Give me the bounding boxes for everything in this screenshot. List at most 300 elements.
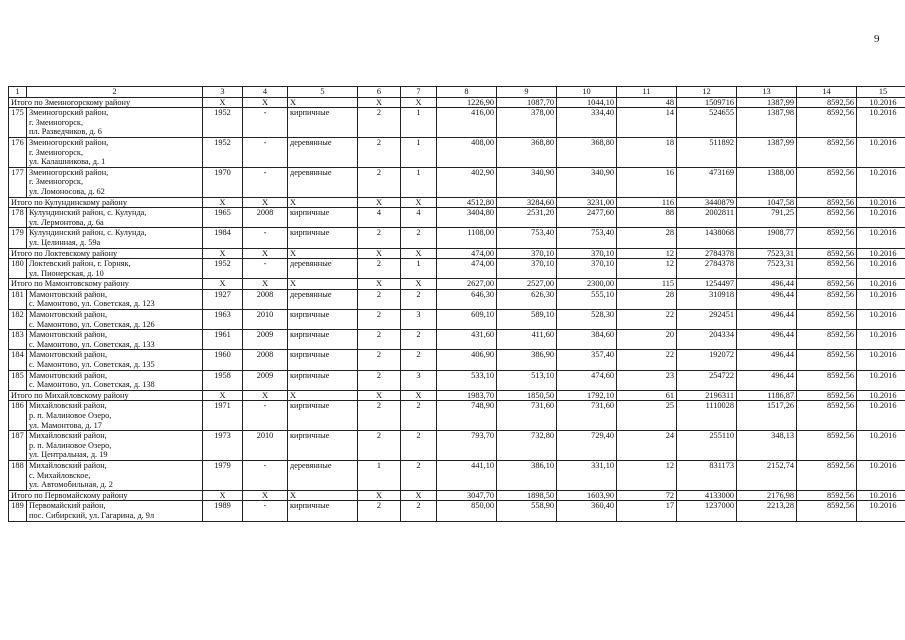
year-built: 1971 (203, 401, 243, 431)
wall-material: деревянные (288, 167, 358, 197)
residential-area: 589,10 (497, 310, 557, 330)
residential-area: 732,80 (497, 431, 557, 461)
completion-date: 10.2016 (857, 390, 905, 401)
residents: 61 (617, 390, 677, 401)
table-row (9, 228, 905, 248)
address-cell (27, 108, 203, 138)
floors: 2 (358, 330, 401, 350)
wall-material: кирпичные (288, 370, 358, 390)
completion-date: 10.2016 (857, 310, 905, 330)
row-number: 180 (9, 259, 27, 279)
year-renovated: 2008 (243, 350, 288, 370)
year-renovated: - (243, 228, 288, 248)
total-area: 402,90 (437, 167, 497, 197)
year-built: 1952 (203, 108, 243, 138)
row-number: 184 (9, 350, 27, 370)
completion-date: 10.2016 (857, 490, 905, 501)
total-area: 3404,80 (437, 208, 497, 228)
repair-cost: 473169 (677, 167, 737, 197)
row-number: 186 (9, 401, 27, 431)
column-number: 8 (437, 87, 497, 98)
max-cost-per-sqm: 8592,56 (797, 460, 857, 490)
table-row (9, 350, 905, 370)
address-line: Локтевский район, г. Горняк, (29, 259, 131, 269)
address-line: с. Мамонтово, ул. Советская, д. 138 (29, 380, 155, 390)
floors: 2 (358, 167, 401, 197)
private-area: 384,60 (557, 330, 617, 350)
year-renovated: X (243, 248, 288, 259)
row-number: 177 (9, 167, 27, 197)
row-number: 178 (9, 208, 27, 228)
total-area: 1983,70 (437, 390, 497, 401)
max-cost-per-sqm: 8592,56 (797, 167, 857, 197)
private-area: 3231,00 (557, 197, 617, 208)
year-built: 1979 (203, 460, 243, 490)
private-area: 370,10 (557, 259, 617, 279)
address-line: Михайловский район, (29, 431, 107, 441)
floors: X (358, 197, 401, 208)
address-line: с. Мамонтово, ул. Советская, д. 126 (29, 319, 155, 329)
repair-cost: 292451 (677, 310, 737, 330)
entrances: 2 (401, 460, 437, 490)
total-area: 406,90 (437, 350, 497, 370)
address-line: ул. Лермонтова, д. 6а (29, 217, 104, 227)
address-cell (27, 350, 203, 370)
column-number: 3 (203, 87, 243, 98)
residential-area: 558,90 (497, 501, 557, 521)
residential-area: 386,90 (497, 350, 557, 370)
district-total-row (9, 248, 905, 259)
year-built: X (203, 279, 243, 290)
table-row (9, 431, 905, 461)
completion-date: 10.2016 (857, 289, 905, 309)
completion-date: 10.2016 (857, 350, 905, 370)
residents: 28 (617, 228, 677, 248)
floors: 1 (358, 460, 401, 490)
max-cost-per-sqm: 8592,56 (797, 197, 857, 208)
address-line: Змеиногорский район, (29, 137, 109, 147)
wall-material: деревянные (288, 460, 358, 490)
completion-date: 10.2016 (857, 259, 905, 279)
residents: 12 (617, 460, 677, 490)
table-row (9, 208, 905, 228)
private-area: 370,10 (557, 248, 617, 259)
cost-per-sqm: 1387,98 (737, 108, 797, 138)
column-number: 7 (401, 87, 437, 98)
address-line: Мамонтовский район, (29, 310, 108, 320)
address-line: ул. Целинная, д. 59а (29, 237, 101, 247)
cost-per-sqm: 496,44 (737, 370, 797, 390)
total-area: 1108,00 (437, 228, 497, 248)
private-area: 1792,10 (557, 390, 617, 401)
year-built: X (203, 248, 243, 259)
column-number: 4 (243, 87, 288, 98)
repair-cost: 4133000 (677, 490, 737, 501)
row-number: 183 (9, 330, 27, 350)
table-row (9, 401, 905, 431)
year-renovated: 2008 (243, 208, 288, 228)
table-row (9, 167, 905, 197)
residential-area: 1898,50 (497, 490, 557, 501)
wall-material: кирпичные (288, 501, 358, 521)
floors: 2 (358, 259, 401, 279)
residential-area: 340,90 (497, 167, 557, 197)
residents: 18 (617, 137, 677, 167)
entrances: 1 (401, 259, 437, 279)
address-line: Первомайский район, (29, 501, 106, 511)
residential-area: 368,80 (497, 137, 557, 167)
cost-per-sqm: 496,44 (737, 279, 797, 290)
wall-material: X (288, 197, 358, 208)
completion-date: 10.2016 (857, 401, 905, 431)
residential-area: 3284,60 (497, 197, 557, 208)
year-renovated: 2010 (243, 310, 288, 330)
private-area: 474,60 (557, 370, 617, 390)
wall-material: кирпичные (288, 350, 358, 370)
cost-per-sqm: 1186,87 (737, 390, 797, 401)
repair-cost: 1237000 (677, 501, 737, 521)
residential-area: 370,10 (497, 259, 557, 279)
cost-per-sqm: 2213,28 (737, 501, 797, 521)
table-row (9, 330, 905, 350)
cost-per-sqm: 1387,99 (737, 137, 797, 167)
residents: 116 (617, 197, 677, 208)
private-area: 357,40 (557, 350, 617, 370)
max-cost-per-sqm: 8592,56 (797, 431, 857, 461)
address-cell (27, 330, 203, 350)
max-cost-per-sqm: 8592,56 (797, 108, 857, 138)
total-area: 2627,00 (437, 279, 497, 290)
residents: 24 (617, 431, 677, 461)
column-number: 14 (797, 87, 857, 98)
year-renovated: - (243, 401, 288, 431)
floors: 2 (358, 401, 401, 431)
table-row (9, 108, 905, 138)
max-cost-per-sqm: 8592,56 (797, 490, 857, 501)
residential-area: 2531,20 (497, 208, 557, 228)
entrances: 2 (401, 401, 437, 431)
row-number: 188 (9, 460, 27, 490)
year-built: 1970 (203, 167, 243, 197)
repair-cost: 2002811 (677, 208, 737, 228)
max-cost-per-sqm: 8592,56 (797, 137, 857, 167)
address-line: ул. Центральная, д. 19 (29, 450, 108, 460)
residents: 88 (617, 208, 677, 228)
year-renovated: - (243, 108, 288, 138)
residents: 72 (617, 490, 677, 501)
year-built: 1952 (203, 259, 243, 279)
year-renovated: X (243, 97, 288, 108)
row-number: 182 (9, 310, 27, 330)
entrances: 2 (401, 350, 437, 370)
wall-material: деревянные (288, 137, 358, 167)
year-renovated: - (243, 137, 288, 167)
total-area: 416,00 (437, 108, 497, 138)
year-renovated: X (243, 197, 288, 208)
year-built: 1989 (203, 501, 243, 521)
year-built: 1952 (203, 137, 243, 167)
completion-date: 10.2016 (857, 137, 905, 167)
address-line: Мамонтовский район, (29, 350, 108, 360)
table-row (9, 501, 905, 521)
floors: 2 (358, 370, 401, 390)
column-number: 6 (358, 87, 401, 98)
max-cost-per-sqm: 8592,56 (797, 97, 857, 108)
address-line: с. Мамонтово, ул. Советская, д. 133 (29, 339, 155, 349)
repair-cost: 2196311 (677, 390, 737, 401)
row-number: 175 (9, 108, 27, 138)
address-line: г. Змеиногорск, (29, 117, 84, 127)
entrances: 2 (401, 289, 437, 309)
repair-cost: 255110 (677, 431, 737, 461)
table-row (9, 289, 905, 309)
residents: 14 (617, 108, 677, 138)
cost-per-sqm: 1388,00 (737, 167, 797, 197)
district-total-label: Итого по Локтевскому району (9, 248, 203, 259)
repair-cost: 524655 (677, 108, 737, 138)
address-line: с. Мамонтово, ул. Советская, д. 123 (29, 299, 155, 309)
completion-date: 10.2016 (857, 431, 905, 461)
column-number: 10 (557, 87, 617, 98)
address-line: р. п. Малиновое Озеро, (29, 440, 112, 450)
residents: 23 (617, 370, 677, 390)
max-cost-per-sqm: 8592,56 (797, 370, 857, 390)
total-area: 474,00 (437, 259, 497, 279)
year-built: 1958 (203, 370, 243, 390)
wall-material: деревянные (288, 289, 358, 309)
private-area: 729,40 (557, 431, 617, 461)
total-area: 1226,90 (437, 97, 497, 108)
floors: X (358, 248, 401, 259)
entrances: X (401, 197, 437, 208)
private-area: 1044,10 (557, 97, 617, 108)
district-total-label: Итого по Змеиногорскому району (9, 97, 203, 108)
wall-material: кирпичные (288, 401, 358, 431)
address-cell (27, 370, 203, 390)
completion-date: 10.2016 (857, 279, 905, 290)
entrances: X (401, 490, 437, 501)
completion-date: 10.2016 (857, 228, 905, 248)
district-total-label: Итого по Михайловскому району (9, 390, 203, 401)
year-renovated: X (243, 390, 288, 401)
entrances: 2 (401, 501, 437, 521)
max-cost-per-sqm: 8592,56 (797, 208, 857, 228)
residential-area: 731,60 (497, 401, 557, 431)
max-cost-per-sqm: 8592,56 (797, 259, 857, 279)
wall-material: кирпичные (288, 228, 358, 248)
max-cost-per-sqm: 8592,56 (797, 501, 857, 521)
residents: 17 (617, 501, 677, 521)
completion-date: 10.2016 (857, 248, 905, 259)
repair-cost: 1110028 (677, 401, 737, 431)
table-row (9, 310, 905, 330)
year-renovated: - (243, 259, 288, 279)
floors: 2 (358, 289, 401, 309)
cost-per-sqm: 7523,31 (737, 259, 797, 279)
floors: 2 (358, 431, 401, 461)
repair-cost: 2784378 (677, 259, 737, 279)
year-renovated: 2008 (243, 289, 288, 309)
wall-material: деревянные (288, 259, 358, 279)
residential-area: 513,10 (497, 370, 557, 390)
residents: 22 (617, 350, 677, 370)
column-number: 15 (857, 87, 905, 98)
cost-per-sqm: 2152,74 (737, 460, 797, 490)
address-line: ул. Пионерская, д. 10 (29, 268, 104, 278)
residents: 115 (617, 279, 677, 290)
row-number: 185 (9, 370, 27, 390)
entrances: X (401, 279, 437, 290)
repair-cost: 3440879 (677, 197, 737, 208)
wall-material: X (288, 390, 358, 401)
residents: 20 (617, 330, 677, 350)
repair-cost: 192072 (677, 350, 737, 370)
wall-material: кирпичные (288, 208, 358, 228)
address-line: ул. Калашникова, д. 1 (29, 157, 106, 167)
row-number: 176 (9, 137, 27, 167)
repair-cost: 2784378 (677, 248, 737, 259)
cost-per-sqm: 496,44 (737, 350, 797, 370)
address-line: Змеиногорский район, (29, 108, 109, 118)
page-number: 9 (874, 33, 880, 45)
address-cell (27, 137, 203, 167)
district-total-row (9, 490, 905, 501)
total-area: 533,10 (437, 370, 497, 390)
private-area: 528,30 (557, 310, 617, 330)
cost-per-sqm: 348,13 (737, 431, 797, 461)
column-number-row (9, 87, 905, 98)
max-cost-per-sqm: 8592,56 (797, 401, 857, 431)
entrances: 3 (401, 310, 437, 330)
residential-area: 378,00 (497, 108, 557, 138)
entrances: 3 (401, 370, 437, 390)
column-number: 5 (288, 87, 358, 98)
entrances: 1 (401, 137, 437, 167)
completion-date: 10.2016 (857, 208, 905, 228)
repair-cost: 1438068 (677, 228, 737, 248)
wall-material: кирпичные (288, 431, 358, 461)
floors: X (358, 390, 401, 401)
district-total-row (9, 97, 905, 108)
cost-per-sqm: 7523,31 (737, 248, 797, 259)
entrances: 2 (401, 330, 437, 350)
district-total-row (9, 197, 905, 208)
address-line: г. Змеиногорск, (29, 147, 84, 157)
address-line: Михайловский район, (29, 460, 107, 470)
floors: X (358, 490, 401, 501)
column-number: 9 (497, 87, 557, 98)
table-body (9, 87, 905, 522)
wall-material: кирпичные (288, 330, 358, 350)
address-line: ул. Ломоносова, д. 62 (29, 186, 105, 196)
address-line: г. Змеиногорск, (29, 177, 84, 187)
total-area: 850,00 (437, 501, 497, 521)
residents: 22 (617, 310, 677, 330)
cost-per-sqm: 1387,99 (737, 97, 797, 108)
completion-date: 10.2016 (857, 108, 905, 138)
address-cell (27, 167, 203, 197)
row-number: 181 (9, 289, 27, 309)
district-total-label: Итого по Первомайскому району (9, 490, 203, 501)
residential-area: 753,40 (497, 228, 557, 248)
row-number: 187 (9, 431, 27, 461)
address-cell (27, 460, 203, 490)
private-area: 368,80 (557, 137, 617, 167)
completion-date: 10.2016 (857, 330, 905, 350)
table-row (9, 460, 905, 490)
cost-per-sqm: 496,44 (737, 289, 797, 309)
max-cost-per-sqm: 8592,56 (797, 289, 857, 309)
total-area: 474,00 (437, 248, 497, 259)
district-total-label: Итого по Мамонтовскому району (9, 279, 203, 290)
table-row (9, 137, 905, 167)
district-total-row (9, 390, 905, 401)
completion-date: 10.2016 (857, 460, 905, 490)
housing-register-table (8, 86, 905, 522)
residents: 16 (617, 167, 677, 197)
max-cost-per-sqm: 8592,56 (797, 350, 857, 370)
residents: 12 (617, 259, 677, 279)
address-line: пл. Разведчиков, д. 6 (29, 127, 102, 137)
column-number: 12 (677, 87, 737, 98)
table-row (9, 370, 905, 390)
cost-per-sqm: 496,44 (737, 310, 797, 330)
wall-material: X (288, 279, 358, 290)
wall-material: X (288, 97, 358, 108)
year-built: X (203, 390, 243, 401)
year-renovated: - (243, 460, 288, 490)
row-number: 189 (9, 501, 27, 521)
year-renovated: X (243, 490, 288, 501)
year-built: 1961 (203, 330, 243, 350)
private-area: 334,40 (557, 108, 617, 138)
floors: X (358, 279, 401, 290)
residents: 25 (617, 401, 677, 431)
repair-cost: 310918 (677, 289, 737, 309)
year-built: X (203, 97, 243, 108)
floors: 2 (358, 310, 401, 330)
year-built: X (203, 197, 243, 208)
address-cell (27, 208, 203, 228)
address-cell (27, 431, 203, 461)
residential-area: 626,30 (497, 289, 557, 309)
entrances: X (401, 390, 437, 401)
max-cost-per-sqm: 8592,56 (797, 248, 857, 259)
wall-material: кирпичные (288, 108, 358, 138)
residential-area: 2527,00 (497, 279, 557, 290)
private-area: 340,90 (557, 167, 617, 197)
private-area: 331,10 (557, 460, 617, 490)
column-number: 13 (737, 87, 797, 98)
cost-per-sqm: 1908,77 (737, 228, 797, 248)
table-row (9, 259, 905, 279)
row-number: 179 (9, 228, 27, 248)
column-number: 11 (617, 87, 677, 98)
total-area: 609,10 (437, 310, 497, 330)
max-cost-per-sqm: 8592,56 (797, 330, 857, 350)
total-area: 793,70 (437, 431, 497, 461)
column-number: 2 (27, 87, 203, 98)
year-built: 1973 (203, 431, 243, 461)
floors: 2 (358, 350, 401, 370)
year-built: 1927 (203, 289, 243, 309)
private-area: 360,40 (557, 501, 617, 521)
address-cell (27, 289, 203, 309)
completion-date: 10.2016 (857, 197, 905, 208)
total-area: 646,30 (437, 289, 497, 309)
residents: 12 (617, 248, 677, 259)
floors: 2 (358, 228, 401, 248)
